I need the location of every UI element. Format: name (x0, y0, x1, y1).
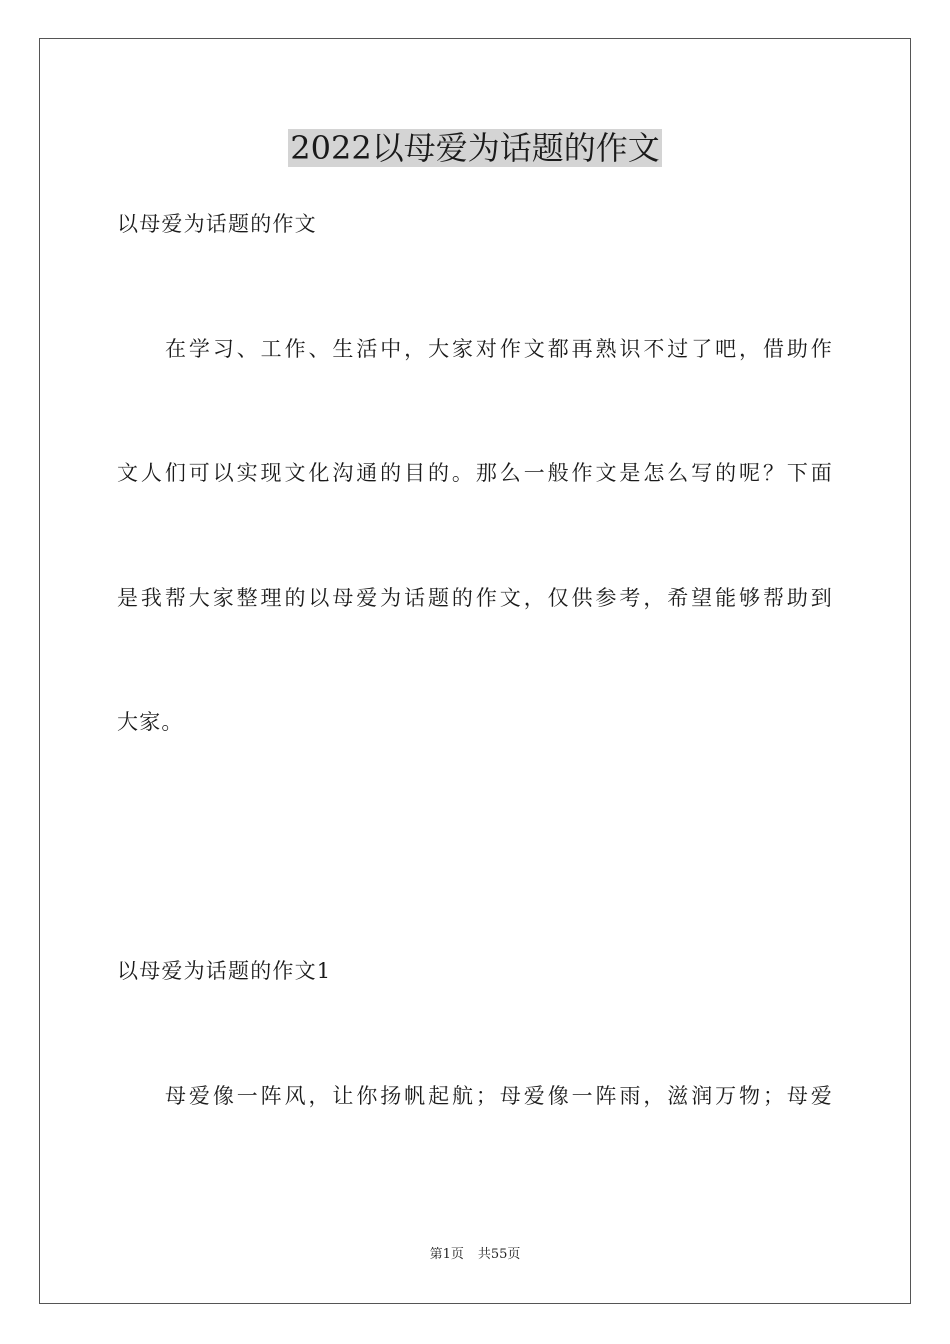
page-number: 第1页 (429, 1247, 464, 1262)
document-title-text: 2022以母爱为话题的作文 (290, 129, 660, 167)
page-footer (0, 1246, 950, 1264)
page-total: 共55页 (477, 1247, 521, 1262)
paragraph-line: 文人们可以实现文化沟通的目的。那么一般作文是怎么写的呢？下面 (117, 461, 833, 485)
paragraph-line: 母爱像一阵风，让你扬帆起航；母爱像一阵雨，滋润万物；母爱 (165, 1084, 833, 1108)
paragraph-line: 在学习、工作、生活中，大家对作文都再熟识不过了吧，借助作 (165, 337, 833, 361)
document-title (0, 126, 950, 170)
section-heading: 以母爱为话题的作文1 (117, 959, 332, 983)
document-subtitle: 以母爱为话题的作文 (117, 212, 317, 236)
paragraph-line: 大家。 (117, 710, 184, 734)
paragraph-line: 是我帮大家整理的以母爱为话题的作文，仅供参考，希望能够帮助到 (117, 586, 833, 610)
